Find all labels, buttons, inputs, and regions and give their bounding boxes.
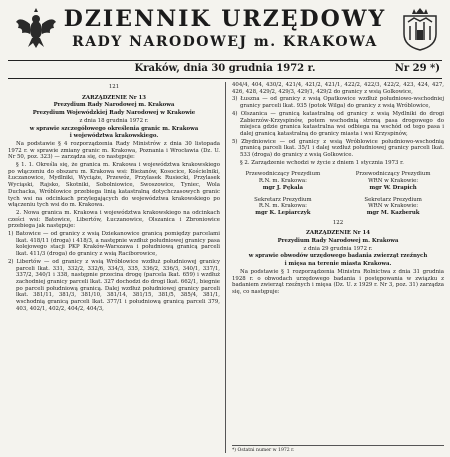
list-item: 3) Łuszna — od granicy z wsią Opatkowice wzdłuż południowo-wschodniej granicy parceli lkat. 935 (potok Wilga) do granicy z wsią Wróblowice, <box>232 96 444 110</box>
right-column <box>232 82 444 457</box>
masthead-rule-bottom <box>8 78 442 79</box>
signature-left: Przewodniczący Prezydium R.N. m. Krakowa: mgr J. Pękala <box>245 171 321 191</box>
doc121-subject1: w sprawie szczegółowego określenia granic m. Krakowa <box>29 125 199 132</box>
coat-of-arms-icon <box>400 8 440 52</box>
doc121-items <box>8 231 220 312</box>
signatures-secretaries <box>232 197 444 217</box>
signature-secretary-right: Sekretarz Prezydium WRN w Krakowie: mgr M. Kazberuk <box>364 196 422 216</box>
doc121-par2-effective: § 2. Zarządzenie wchodzi w życie z dniem 1 stycznia 1973 r. <box>240 159 404 166</box>
doc121-issuer1: Prezydium Rady Narodowej m. Krakowa <box>53 102 175 109</box>
eagle-emblem-icon <box>14 6 58 50</box>
doc121-intro: Na podstawie § 4 rozporządzenia Rady Ministrów z dnia 30 listopada 1972 r. w sprawie zmiany granic m. Krakowa, Poznania i Wrocławia (Dz. U. Nr 50, poz. 323) — zarządza się, co następuje: <box>8 140 220 161</box>
signature-right: Przewodniczący Prezydium WRN w Krakowie: mgr W. Drapich <box>355 171 431 191</box>
left-column <box>8 82 220 457</box>
doc121-date: z dnia 18 grudnia 1972 r. <box>79 117 149 124</box>
issue-number: Nr 29 *) <box>394 63 440 74</box>
doc121-continued: 404/4, 404, 430/2, 421/4, 421/2, 421/1, 422/2, 422/3, 422/2, 423, 424, 427, 426, 428, 429/2, 429/3, 429/1, 429/2 do granicy z wsią Golkowice, <box>232 82 444 95</box>
list-item: 5) Zbydniowice — od granicy z wsią Wróblowice południowo-wschodnią granicą parceli lkat. 35/1 i dalej wzdłuż południowej granicy parceli lkat. 533 (droga) do granicy z wsią Golkowice. <box>232 138 444 159</box>
doc122-date: z dnia 29 grudnia 1972 r. <box>303 245 373 252</box>
list-item: 1) Batowice — od granicy z wsią Dziekanowice granicą pomiędzy parcelami lkat. 418/11 (droga) i 418/3, a następnie wzdłuż południowej granicy pasa kolejowego stacji PKP Kraków-Warszawa i południową granicą parceli lkat. 411/3 (droga) do granicy z wsią Raciborowice, <box>8 231 220 258</box>
masthead-subtitle: RADY NARODOWEJ m. KRAKOWA <box>72 34 378 50</box>
list-item: 2) Libertów — od granicy z wsią Wróblowice wzdłuż południowej granicy parceli lkat. 331, 332/2, 332/6, 334/3, 335, 336/2, 336/3, 340/1, 337/1, 337/2, 340/1 i 338, następnie przecina drogę (parcela lkat. 659) i wzdłuż zachodniej granicy parceli lkat. 327 dochodzi do drogi lkat. 662/1, biegnie po parceli południową granicą. Dalej wzdłuż południowej granicy parceli lkat. 381/11, 381/3, 381/10, 381/14, 381/15, 381/5, 385/4, 381/1, wschodnią granicą parceli lkat. 377/1 i południową granicą parceli 379, 403, 402/1, 402/2, 404/2, 404/3, <box>8 258 220 312</box>
masthead-rule-top <box>8 60 442 61</box>
doc121-par2: 2. Nowa granica m. Krakowa i województwa krakowskiego na odcinkach cześci wsi: Batowice, Libertów, Łuczanowice, Olszanica i Zbroniowice przebiega jak następuje: <box>8 209 220 230</box>
column-divider <box>225 82 226 453</box>
issue-dateline: Kraków, dnia 30 grudnia 1972 r. <box>134 63 316 74</box>
doc121-par1: § 1. 1. Określa się, że granica m. Krakowa i województwa krakowskiego po włączeniu do obszaru m. Krakowa wsi: Bieżanów, Kosocice, Kościelniki, Łuczanowice, Mydlniki, Wyciąże, Przewóz, Przylasek Rusiecki, Przylasek Wyciąski, Rajsko, Skotniki, Sobolniowice, Swoszowice, Tyniec, Wola Duchacka, Wróblowice przebiega linią katastralną dotychczasowych granic tych wsi na odcinkach przylegających do województwa krakowskiego po włączeniu tych wsi do m. Krakowa. <box>8 162 220 209</box>
doc121-title: ZARZĄDZENIE Nr 13 <box>81 94 146 101</box>
signature-secretary-left: Sekretarz Prezydium R.N. m. Krakowa: mgr K. Lepiarczyk <box>254 196 312 216</box>
signatures-chairmen <box>232 171 444 191</box>
footnote: *) Ostatni numer w 1972 r. <box>232 445 444 453</box>
doc122-subject1: w sprawie obwodów urzędowego badania zwierząt rzeźnych <box>248 253 428 260</box>
doc122-subject2: i mięsa na terenie miasta Krakowa. <box>284 261 392 268</box>
doc122-title: ZARZĄDZENIE Nr 14 <box>305 230 370 237</box>
doc121-items-cont <box>232 96 444 158</box>
doc122-number: 122 <box>332 219 344 226</box>
list-item: 4) Olszanica — granicą katastralną od granicy z wsią Mydlniki do drogi Zabierzów-Krzyspinów, potem wschodnią stroną pasa drogowego do miejsca gdzie granica katastralna wsi odbiega na wschód od tego pasa i dalej granicą katastralną do granicy miasta i wsi Krzyspinów, <box>232 110 444 137</box>
doc121-number: 121 <box>108 84 120 90</box>
doc121-subject2: i województwa krakowskiego. <box>69 133 159 140</box>
doc122-issuer: Prezydium Rady Narodowej m. Krakowa <box>277 238 399 245</box>
doc121-issuer2: Prezydium Wojewódzkiej Rady Narodowej w Krakowie <box>32 110 196 117</box>
masthead-title: DZIENNIK URZĘDOWY <box>63 6 387 32</box>
doc122-intro: Na podstawie § 1 rozporządzenia Ministra Rolnictwa z dnia 31 grudnia 1928 r. o obwodach urzędowego badania i postępowania w związku z badaniem zwierząt rzeźnych i mięsa (Dz. U. z 1929 r. Nr 3, poz. 31) zarządza się, co następuje: <box>232 268 444 295</box>
